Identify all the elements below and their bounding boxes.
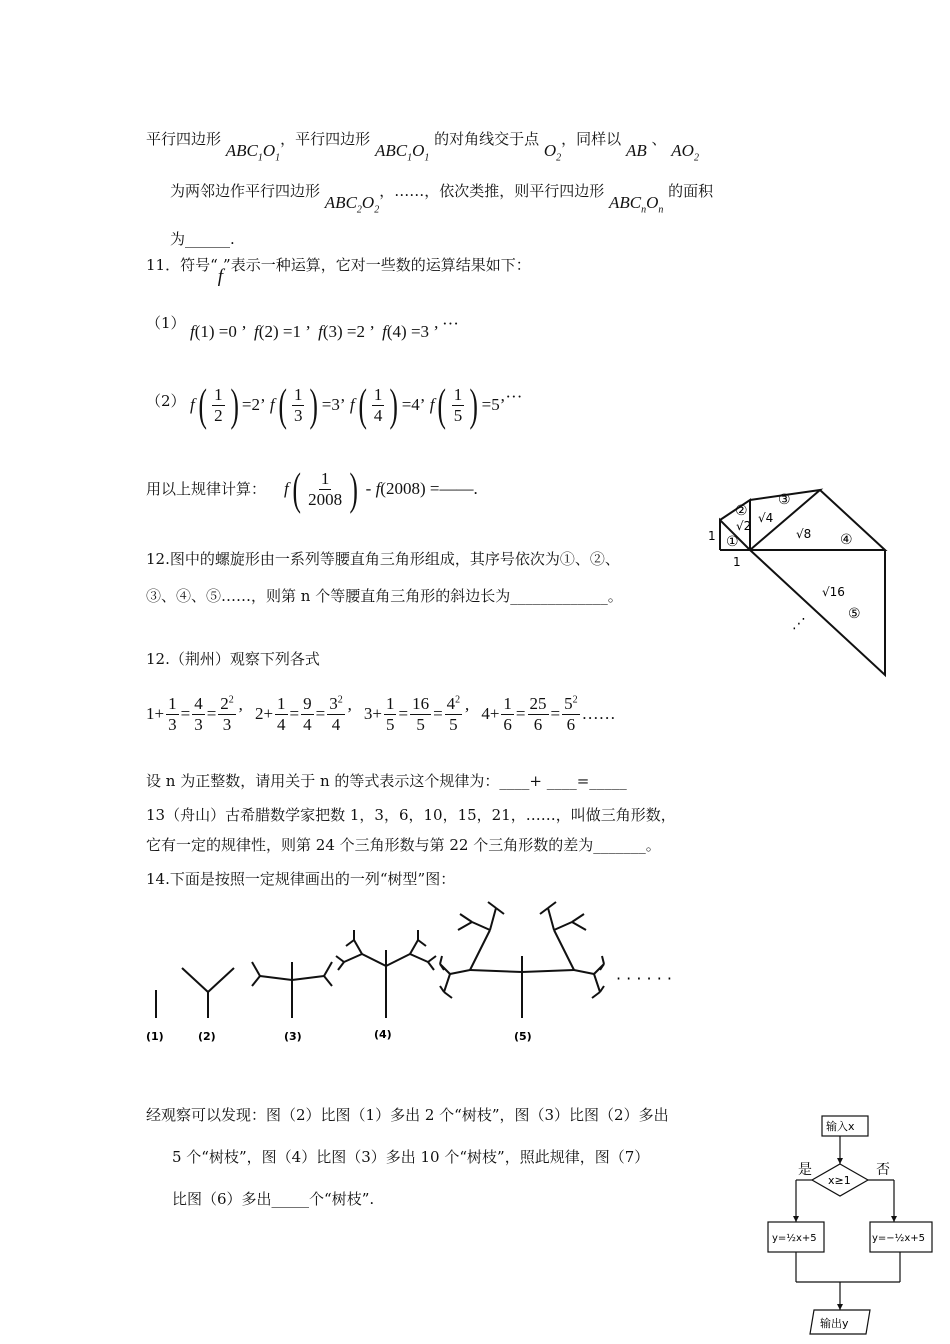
q11-calc-expr: f ( $\frac{1}{2008}$ ) - f (2008) =——. [284, 463, 478, 514]
spiral-dots: ⋰ [792, 616, 806, 632]
spiral-root-16: √16 [822, 585, 845, 599]
tree-5 [440, 902, 604, 1018]
q11-intro: 11．符号“f”表示一种运算，它对一些数的运算结果如下： [146, 256, 531, 287]
spiral-side-1: 1 [708, 529, 716, 543]
tree-3 [252, 962, 332, 1018]
flow-output-label: 输出y [820, 1317, 849, 1330]
q11-label2: （2） [146, 392, 186, 410]
spiral-label-4: ④ [840, 532, 853, 548]
tree-label-4: (4) [374, 1028, 392, 1041]
tree-2 [182, 968, 234, 1018]
spiral-root-8: √8 [796, 527, 812, 541]
spiral-root-4: √4 [758, 511, 774, 525]
tree-dots: · · · · · · [616, 969, 672, 988]
q10-line2: 为两邻边作平行四边形 $ABC_2O_2$，……，依次类推，则平行四边形 $ABC_nO_n$ 的面积 [170, 182, 714, 216]
q14-obs2: 5 个“树枝”，图（4）比图（3）多出 10 个“树枝”，照此规律，图（7） [172, 1148, 650, 1166]
tree-label-5: (5) [514, 1030, 532, 1043]
spiral-side-2: 1 [733, 555, 741, 569]
flowchart [760, 1108, 940, 1340]
tree-label-2: (2) [198, 1030, 216, 1043]
flow-cond-label: x≥1 [828, 1174, 851, 1187]
spiral-figure [700, 480, 890, 680]
q12-line1: 12.图中的螺旋形由一系列等腰直角三角形组成，其序号依次为①、②、 [146, 550, 620, 568]
spiral-label-5: ⑤ [848, 606, 861, 622]
spiral-label-2: ② [735, 503, 748, 519]
tree-label-3: (3) [284, 1030, 302, 1043]
flow-input-label: 输入x [826, 1120, 855, 1133]
q14-title: 14.下面是按照一定规律画出的一列“树型”图： [146, 870, 456, 888]
flow-yes-label: 是 [798, 1162, 812, 1178]
flow-no-label: 否 [876, 1162, 890, 1178]
spiral-root-2: √2 [736, 519, 752, 533]
q11-row1: f(1) =0 ’ f(2) =1 ’ f(3) =2 ’ f(4) =3 ’ ··· [190, 314, 459, 341]
spiral-label-3: ③ [778, 492, 791, 508]
tree-label-1: (1) [146, 1030, 164, 1043]
flow-left-formula: y=½x+5 [772, 1233, 817, 1244]
q10-line3: 为______. [170, 230, 235, 248]
q13-line2: 它有一定的规律性，则第 24 个三角形数与第 22 个三角形数的差为_______。 [146, 836, 661, 854]
q13-line1: 13（舟山）古希腊数学家把数 1，3，6，10，15，21，……，叫做三角形数， [146, 806, 676, 824]
triangle-5 [750, 550, 885, 675]
q12b-terms: 1 + $\frac{1}{3}$ = $\frac{4}{3}$ = $\frac{2^2}{3}$ ’ 2 + $\frac{1}{4}$ = $\frac{9}{4}$ = $\frac{3^2}{4}$ ’ 3 + $\frac{1}{5}$ = $\frac{16}{5}$ = $\frac{4^2}{5}$ ’ 4 + $\frac{1}{6}$ = $\frac{25}{6}$ = $\frac{5^2}{6}$ …… [146, 694, 616, 734]
q12-line2: ③、④、⑤……，则第 n 个等腰直角三角形的斜边长为_____________。 [146, 587, 623, 605]
tree-figures [140, 900, 700, 1050]
q14-obs3: 比图（6）多出_____个“树枝”. [172, 1190, 375, 1208]
q11-row2: f ( $\frac{1}{2}$ ) =2 ’ f ( $\frac{1}{3}$ ) =3 ’ f ( $\frac{1}{4}$ ) =4 ’ f ( $\frac{1}{5}$ ) =5 ’ ··· [190, 379, 523, 430]
flow-right-formula: y=−½x+5 [872, 1233, 926, 1244]
q11-label1: （1） [146, 314, 186, 332]
tree-4 [336, 930, 436, 1018]
q10-line1: 平行四边形 $ABC_1O_1$，平行四边形 $ABC_1O_1$ 的对角线交于点 $O_2$，同样以 AB 、 $AO_2$ [146, 130, 699, 164]
q14-obs1: 经观察可以发现：图（2）比图（1）多出 2 个“树枝”，图（3）比图（2）多出 [146, 1106, 669, 1124]
q12b-ask: 设 n 为正整数，请用关于 n 的等式表示这个规律为：____+ ____=_____ [146, 772, 627, 790]
q11-calc-text: 用以上规律计算： [146, 480, 267, 498]
q12b-title: 12.（荆州）观察下列各式 [146, 650, 320, 668]
spiral-label-1: ① [726, 534, 739, 550]
